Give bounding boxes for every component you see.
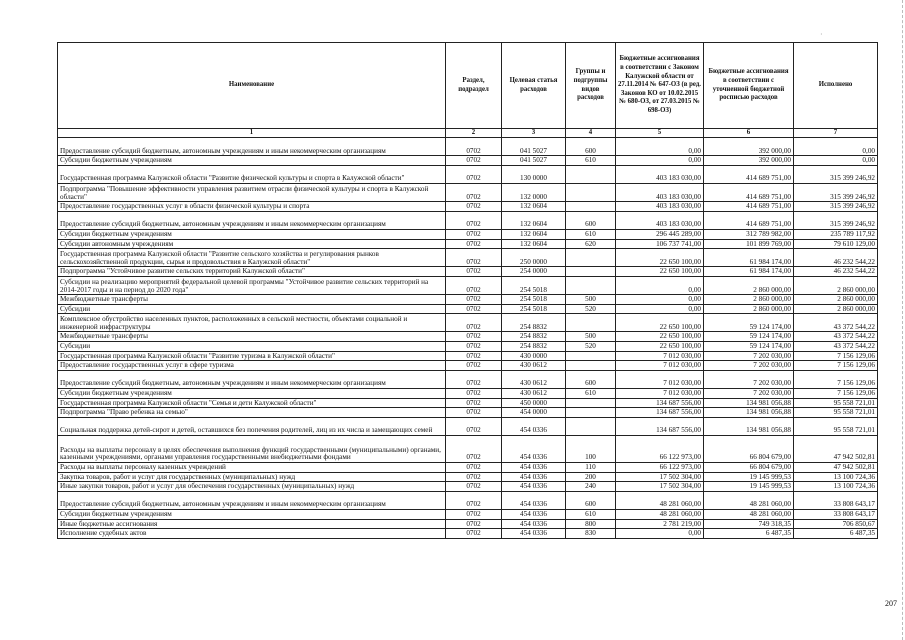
cell-refined-allocation: 59 124 174,00	[704, 314, 794, 332]
scan-mark: ·	[820, 30, 823, 39]
cell-executed: 0,00	[794, 138, 878, 156]
cell-article: 132 0604	[502, 239, 566, 249]
cell-executed: 46 232 544,22	[794, 249, 878, 267]
cell-law-allocation: 403 183 030,00	[616, 211, 704, 229]
cell-law-allocation: 7 012 030,00	[616, 370, 704, 388]
cell-refined-allocation: 48 281 060,00	[704, 491, 794, 509]
cell-article: 041 5027	[502, 156, 566, 166]
cell-refined-allocation: 66 804 679,00	[704, 463, 794, 473]
table-row	[58, 342, 878, 352]
cell-refined-allocation: 19 145 999,53	[704, 482, 794, 492]
cell-group: 100	[566, 436, 616, 463]
cell-refined-allocation: 6 487,35	[704, 529, 794, 539]
cell-article: 250 0000	[502, 249, 566, 267]
cell-law-allocation: 22 650 100,00	[616, 249, 704, 267]
table-row	[58, 183, 878, 201]
cell-section: 0702	[446, 472, 502, 482]
cell-law-allocation: 17 502 304,00	[616, 482, 704, 492]
cell-refined-allocation: 7 202 030,00	[704, 351, 794, 361]
cell-law-allocation: 17 502 304,00	[616, 472, 704, 482]
cell-law-allocation: 22 650 100,00	[616, 342, 704, 352]
table-header	[58, 43, 878, 138]
cell-executed: 0,00	[794, 156, 878, 166]
cell-article: 454 0000	[502, 408, 566, 418]
cell-executed: 47 942 502,81	[794, 463, 878, 473]
cell-refined-allocation: 7 202 030,00	[704, 370, 794, 388]
cell-name: Предоставление субсидий бюджетным, автономным учреждениям и иным некоммерческим организациям	[58, 138, 446, 156]
cell-law-allocation: 0,00	[616, 138, 704, 156]
cell-executed: 315 399 246,92	[794, 211, 878, 229]
header-article: Целевая статья расходов	[502, 43, 566, 129]
cell-name: Субсидии бюджетным учреждениям	[58, 156, 446, 166]
cell-group	[566, 351, 616, 361]
cell-article: 450 0000	[502, 398, 566, 408]
cell-article: 454 0336	[502, 463, 566, 473]
cell-article: 132 0604	[502, 211, 566, 229]
cell-section: 0702	[446, 249, 502, 267]
cell-group: 200	[566, 472, 616, 482]
cell-article: 132 0604	[502, 229, 566, 239]
cell-refined-allocation: 66 804 679,00	[704, 436, 794, 463]
cell-group: 600	[566, 491, 616, 509]
table-row	[58, 463, 878, 473]
cell-section: 0702	[446, 370, 502, 388]
cell-article: 430 0612	[502, 389, 566, 399]
cell-group: 830	[566, 529, 616, 539]
cell-group: 110	[566, 463, 616, 473]
cell-law-allocation: 66 122 973,00	[616, 436, 704, 463]
cell-executed: 46 232 544,22	[794, 267, 878, 277]
table-row	[58, 351, 878, 361]
cell-name: Субсидии бюджетным учреждениям	[58, 509, 446, 519]
cell-name: Иные закупки товаров, работ и услуг для обеспечения государственных (муниципальных) нужд	[58, 482, 446, 492]
cell-section: 0702	[446, 529, 502, 539]
cell-section: 0702	[446, 408, 502, 418]
cell-section: 0702	[446, 509, 502, 519]
cell-group	[566, 417, 616, 435]
cell-refined-allocation: 414 689 751,00	[704, 165, 794, 183]
cell-refined-allocation: 2 860 000,00	[704, 276, 794, 294]
cell-law-allocation: 106 737 741,00	[616, 239, 704, 249]
cell-executed: 7 156 129,06	[794, 361, 878, 371]
cell-law-allocation: 22 650 100,00	[616, 314, 704, 332]
cell-article: 454 0336	[502, 519, 566, 529]
cell-section: 0702	[446, 436, 502, 463]
cell-name: Субсидии бюджетным учреждениям	[58, 229, 446, 239]
cell-group	[566, 398, 616, 408]
table-row	[58, 482, 878, 492]
cell-law-allocation: 66 122 973,00	[616, 463, 704, 473]
cell-law-allocation: 48 281 060,00	[616, 491, 704, 509]
cell-executed: 43 372 544,22	[794, 314, 878, 332]
cell-article: 254 0000	[502, 267, 566, 277]
cell-law-allocation: 0,00	[616, 276, 704, 294]
cell-law-allocation: 296 445 289,00	[616, 229, 704, 239]
cell-name: Государственная программа Калужской области "Развитие физической культуры и спорта в Калужской области"	[58, 165, 446, 183]
cell-name: Субсидии автономным учреждениям	[58, 239, 446, 249]
cell-law-allocation: 0,00	[616, 529, 704, 539]
cell-law-allocation: 403 183 030,00	[616, 202, 704, 212]
cell-executed: 13 100 724,36	[794, 482, 878, 492]
cell-executed: 47 942 502,81	[794, 436, 878, 463]
cell-refined-allocation: 2 860 000,00	[704, 295, 794, 305]
cell-refined-allocation: 19 145 999,53	[704, 472, 794, 482]
page-number: 207	[885, 599, 897, 608]
cell-executed: 7 156 129,06	[794, 351, 878, 361]
cell-executed: 315 399 246,92	[794, 202, 878, 212]
cell-group: 610	[566, 389, 616, 399]
cell-law-allocation: 0,00	[616, 304, 704, 314]
cell-group	[566, 408, 616, 418]
cell-refined-allocation: 414 689 751,00	[704, 202, 794, 212]
column-number: 7	[794, 129, 878, 138]
cell-law-allocation: 134 687 556,00	[616, 417, 704, 435]
cell-article: 254 5018	[502, 304, 566, 314]
header-executed: Исполнено	[794, 43, 878, 129]
cell-article: 454 0336	[502, 509, 566, 519]
scan-edge-line	[901, 0, 903, 640]
cell-executed: 6 487,35	[794, 529, 878, 539]
cell-section: 0702	[446, 351, 502, 361]
cell-name: Иные бюджетные ассигнования	[58, 519, 446, 529]
cell-group	[566, 267, 616, 277]
cell-refined-allocation: 7 202 030,00	[704, 361, 794, 371]
cell-name: Предоставление государственных услуг в сфере туризма	[58, 361, 446, 371]
cell-section: 0702	[446, 267, 502, 277]
table-row	[58, 304, 878, 314]
table-row	[58, 138, 878, 156]
header-group: Группы и подгруппы видов расходов	[566, 43, 616, 129]
column-number: 3	[502, 129, 566, 138]
header-law-allocation: Бюджетные ассигнования в соответствии с Законом Калужской области от 27.11.2014 № 647-ОЗ (в ред. Законов КО от 10.02.2015 № 680-ОЗ, от 27.03.2015 № 698-ОЗ)	[616, 43, 704, 129]
cell-article: 430 0612	[502, 361, 566, 371]
cell-group: 520	[566, 342, 616, 352]
cell-name: Межбюджетные трансферты	[58, 295, 446, 305]
cell-executed: 235 789 117,92	[794, 229, 878, 239]
cell-name: Межбюджетные трансферты	[58, 332, 446, 342]
cell-group	[566, 276, 616, 294]
cell-executed: 33 808 643,17	[794, 491, 878, 509]
cell-law-allocation: 0,00	[616, 295, 704, 305]
cell-section: 0702	[446, 332, 502, 342]
cell-refined-allocation: 61 984 174,00	[704, 249, 794, 267]
cell-article: 254 5018	[502, 295, 566, 305]
cell-group: 520	[566, 304, 616, 314]
cell-group	[566, 314, 616, 332]
cell-article: 454 0336	[502, 436, 566, 463]
table-row	[58, 472, 878, 482]
cell-article: 132 0604	[502, 202, 566, 212]
cell-refined-allocation: 312 789 982,00	[704, 229, 794, 239]
cell-section: 0702	[446, 361, 502, 371]
cell-refined-allocation: 61 984 174,00	[704, 267, 794, 277]
cell-name: Субсидии на реализацию мероприятий федеральной целевой программы "Устойчивое развитие сельских территорий на 2014-2017 годы и на период до 2020 года"	[58, 276, 446, 294]
table-row	[58, 239, 878, 249]
cell-refined-allocation: 134 981 056,88	[704, 398, 794, 408]
cell-refined-allocation: 134 981 056,88	[704, 408, 794, 418]
cell-section: 0702	[446, 295, 502, 305]
table-row	[58, 202, 878, 212]
cell-refined-allocation: 101 899 769,00	[704, 239, 794, 249]
cell-law-allocation: 22 650 100,00	[616, 332, 704, 342]
header-refined-allocation: Бюджетные ассигнования в соответствии с уточненной бюджетной росписью расходов	[704, 43, 794, 129]
cell-refined-allocation: 392 000,00	[704, 156, 794, 166]
cell-executed: 315 399 246,92	[794, 165, 878, 183]
table-row	[58, 276, 878, 294]
cell-section: 0702	[446, 389, 502, 399]
cell-section: 0702	[446, 211, 502, 229]
column-number: 1	[58, 129, 446, 138]
cell-article: 041 5027	[502, 138, 566, 156]
cell-executed: 43 372 544,22	[794, 342, 878, 352]
cell-group: 610	[566, 229, 616, 239]
cell-group: 500	[566, 295, 616, 305]
cell-section: 0702	[446, 138, 502, 156]
cell-section: 0702	[446, 229, 502, 239]
cell-name: Субсидии бюджетным учреждениям	[58, 389, 446, 399]
cell-name: Предоставление субсидий бюджетным, автономным учреждениям и иным некоммерческим организациям	[58, 491, 446, 509]
cell-group: 800	[566, 519, 616, 529]
cell-section: 0702	[446, 304, 502, 314]
cell-article: 254 8832	[502, 314, 566, 332]
cell-section: 0702	[446, 491, 502, 509]
cell-name: Государственная программа Калужской области "Развитие сельского хозяйства и регулирования рынков сельскохозяйственной продукции, сырья и продовольствия в Калужской области"	[58, 249, 446, 267]
cell-article: 454 0336	[502, 472, 566, 482]
cell-article: 132 0000	[502, 183, 566, 201]
table-row	[58, 165, 878, 183]
cell-law-allocation: 134 687 556,00	[616, 398, 704, 408]
cell-refined-allocation: 59 124 174,00	[704, 332, 794, 342]
table-row	[58, 529, 878, 539]
cell-article: 454 0336	[502, 491, 566, 509]
cell-refined-allocation: 749 318,35	[704, 519, 794, 529]
table-row	[58, 314, 878, 332]
cell-article: 454 0336	[502, 529, 566, 539]
cell-law-allocation: 7 012 030,00	[616, 389, 704, 399]
cell-group	[566, 165, 616, 183]
cell-section: 0702	[446, 314, 502, 332]
cell-refined-allocation: 134 981 056,88	[704, 417, 794, 435]
cell-name: Подпрограмма "Право ребенка на семью"	[58, 408, 446, 418]
cell-name: Предоставление государственных услуг в области физической культуры и спорта	[58, 202, 446, 212]
cell-section: 0702	[446, 463, 502, 473]
cell-group: 610	[566, 509, 616, 519]
cell-section: 0702	[446, 202, 502, 212]
cell-name: Закупка товаров, работ и услуг для государственных (муниципальных) нужд	[58, 472, 446, 482]
cell-refined-allocation: 7 202 030,00	[704, 389, 794, 399]
table-body	[58, 138, 878, 539]
cell-name: Комплексное обустройство населенных пунктов, расположенных в сельской местности, объектами социальной и инженерной инфраструктуры	[58, 314, 446, 332]
cell-group: 240	[566, 482, 616, 492]
cell-section: 0702	[446, 156, 502, 166]
column-number: 5	[616, 129, 704, 138]
cell-group	[566, 361, 616, 371]
cell-executed: 95 558 721,01	[794, 408, 878, 418]
cell-executed: 79 610 129,00	[794, 239, 878, 249]
cell-name: Предоставление субсидий бюджетным, автономным учреждениям и иным некоммерческим организациям	[58, 211, 446, 229]
column-number: 6	[704, 129, 794, 138]
cell-article: 130 0000	[502, 165, 566, 183]
cell-executed: 2 860 000,00	[794, 304, 878, 314]
cell-section: 0702	[446, 398, 502, 408]
cell-executed: 7 156 129,06	[794, 370, 878, 388]
cell-section: 0702	[446, 239, 502, 249]
budget-table	[57, 42, 878, 539]
cell-group: 610	[566, 156, 616, 166]
cell-group: 600	[566, 370, 616, 388]
cell-refined-allocation: 414 689 751,00	[704, 183, 794, 201]
cell-name: Субсидии	[58, 342, 446, 352]
cell-group	[566, 183, 616, 201]
cell-executed: 7 156 129,06	[794, 389, 878, 399]
table-row	[58, 519, 878, 529]
cell-article: 430 0000	[502, 351, 566, 361]
cell-name: Расходы на выплаты персоналу казенных учреждений	[58, 463, 446, 473]
cell-law-allocation: 7 012 030,00	[616, 351, 704, 361]
table-row	[58, 398, 878, 408]
cell-group	[566, 249, 616, 267]
cell-refined-allocation: 48 281 060,00	[704, 509, 794, 519]
cell-refined-allocation: 414 689 751,00	[704, 211, 794, 229]
cell-law-allocation: 22 650 100,00	[616, 267, 704, 277]
cell-group: 600	[566, 138, 616, 156]
cell-section: 0702	[446, 519, 502, 529]
cell-article: 454 0336	[502, 417, 566, 435]
cell-name: Государственная программа Калужской области "Развитие туризма в Калужской области"	[58, 351, 446, 361]
table-row	[58, 249, 878, 267]
table-row	[58, 156, 878, 166]
table-row	[58, 509, 878, 519]
header-section: Раздел, подраздел	[446, 43, 502, 129]
cell-executed: 2 860 000,00	[794, 276, 878, 294]
cell-section: 0702	[446, 342, 502, 352]
table-row	[58, 211, 878, 229]
header-name: Наименование	[58, 43, 446, 129]
cell-executed: 43 372 544,22	[794, 332, 878, 342]
cell-law-allocation: 0,00	[616, 156, 704, 166]
cell-section: 0702	[446, 183, 502, 201]
column-number: 4	[566, 129, 616, 138]
cell-name: Подпрограмма "Повышение эффективности управления развитием отрасли физической культуры и спорта в Калужской области"	[58, 183, 446, 201]
table-row	[58, 389, 878, 399]
cell-name: Предоставление субсидий бюджетным, автономным учреждениям и иным некоммерческим организациям	[58, 370, 446, 388]
table-row	[58, 417, 878, 435]
cell-law-allocation: 403 183 030,00	[616, 165, 704, 183]
cell-executed: 13 100 724,36	[794, 472, 878, 482]
cell-law-allocation: 134 687 556,00	[616, 408, 704, 418]
cell-law-allocation: 7 012 030,00	[616, 361, 704, 371]
cell-executed: 706 850,67	[794, 519, 878, 529]
cell-executed: 315 399 246,92	[794, 183, 878, 201]
cell-refined-allocation: 392 000,00	[704, 138, 794, 156]
cell-law-allocation: 2 781 219,00	[616, 519, 704, 529]
cell-section: 0702	[446, 165, 502, 183]
table-row	[58, 436, 878, 463]
cell-article: 454 0336	[502, 482, 566, 492]
cell-executed: 33 808 643,17	[794, 509, 878, 519]
cell-section: 0702	[446, 482, 502, 492]
cell-executed: 95 558 721,01	[794, 398, 878, 408]
table-row	[58, 229, 878, 239]
table-row	[58, 295, 878, 305]
cell-executed: 95 558 721,01	[794, 417, 878, 435]
cell-section: 0702	[446, 417, 502, 435]
cell-name: Государственная программа Калужской области "Семья и дети Калужской области"	[58, 398, 446, 408]
cell-section: 0702	[446, 276, 502, 294]
table-row	[58, 408, 878, 418]
table-row	[58, 332, 878, 342]
cell-group: 500	[566, 332, 616, 342]
cell-group	[566, 202, 616, 212]
cell-name: Подпрограмма "Устойчивое развитие сельских территорий Калужской области"	[58, 267, 446, 277]
cell-law-allocation: 48 281 060,00	[616, 509, 704, 519]
table-row	[58, 361, 878, 371]
table-row	[58, 267, 878, 277]
cell-name: Социальная поддержка детей-сирот и детей, оставшихся без попечения родителей, лиц из их числа и замещающих семей	[58, 417, 446, 435]
cell-group: 600	[566, 211, 616, 229]
cell-name: Расходы на выплаты персоналу в целях обеспечения выполнения функций государственными (муниципальными) органами, казенными учреждениями, органами управления государственными внебюджетными фондами	[58, 436, 446, 463]
cell-name: Субсидии	[58, 304, 446, 314]
cell-article: 254 8832	[502, 332, 566, 342]
cell-article: 254 5018	[502, 276, 566, 294]
cell-executed: 2 860 000,00	[794, 295, 878, 305]
cell-law-allocation: 403 183 030,00	[616, 183, 704, 201]
table-row	[58, 370, 878, 388]
cell-article: 430 0612	[502, 370, 566, 388]
cell-group: 620	[566, 239, 616, 249]
cell-refined-allocation: 59 124 174,00	[704, 342, 794, 352]
table-row	[58, 491, 878, 509]
cell-article: 254 8832	[502, 342, 566, 352]
cell-name: Исполнение судебных актов	[58, 529, 446, 539]
column-number: 2	[446, 129, 502, 138]
cell-refined-allocation: 2 860 000,00	[704, 304, 794, 314]
